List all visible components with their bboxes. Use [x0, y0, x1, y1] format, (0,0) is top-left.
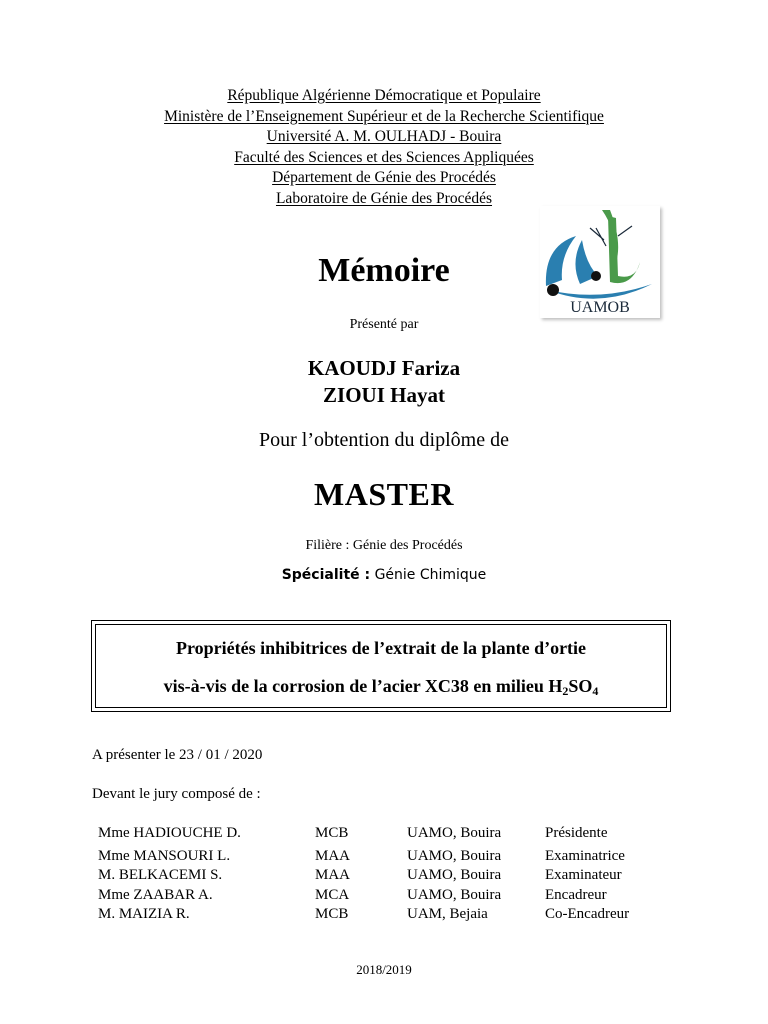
author-name: ZIOUI Hayat	[323, 383, 445, 407]
jury-name: M. BELKACEMI S.	[98, 867, 223, 883]
degree-title: MASTER	[314, 476, 454, 512]
thesis-title-box	[91, 620, 671, 712]
jury-role: Examinatrice	[545, 847, 625, 864]
jury-name: Mme MANSOURI L.	[98, 847, 231, 864]
speciality	[0, 567, 768, 583]
jury-grade: MAA	[315, 867, 351, 883]
academic-year: 2018/2019	[356, 962, 412, 977]
jury-grade: MCB	[315, 906, 349, 922]
formula-text: SO	[568, 676, 593, 696]
jury-row	[98, 867, 698, 887]
thesis-title-line-2	[96, 667, 666, 705]
jury-name: M. MAIZIA R.	[98, 906, 190, 922]
field-of-study: Filière : Génie des Procédés	[305, 538, 463, 553]
jury-grade: MCB	[315, 825, 349, 841]
jury-role: Encadreur	[545, 886, 607, 903]
jury-row	[98, 906, 698, 926]
header-line-laboratory: Laboratoire de Génie des Procédés	[275, 189, 493, 207]
speciality-value: Génie Chimique	[374, 567, 487, 583]
jury-role: Examinateur	[545, 867, 622, 883]
svg-text:UAMOB: UAMOB	[570, 299, 630, 316]
jury-grade: MCA	[315, 886, 350, 903]
header-line-ministry: Ministère de l’Enseignement Supérieur et de la Recherche Scientifique	[164, 107, 604, 125]
institution-header	[0, 86, 768, 209]
jury-institution: UAMO, Bouira	[407, 886, 502, 903]
jury-institution: UAMO, Bouira	[407, 825, 502, 841]
jury-grade: MAA	[315, 847, 351, 864]
jury-row	[98, 887, 698, 907]
document-type-title: Mémoire	[318, 252, 450, 289]
header-line-republic: République Algérienne Démocratique et Populaire	[227, 87, 541, 104]
presented-by-label: Présenté par	[349, 317, 419, 332]
thesis-title-line-1: Propriétés inhibitrices de l’extrait de la plante d’ortie	[175, 638, 587, 658]
formula-subscript: 4	[592, 684, 599, 698]
jury-intro: Devant le jury composé de :	[92, 786, 261, 802]
authors-block	[0, 355, 768, 409]
jury-institution: UAM, Bejaia	[407, 906, 488, 922]
degree-intro: Pour l’obtention du diplôme de	[259, 429, 509, 451]
defense-date: A présenter le 23 / 01 / 2020	[92, 747, 263, 763]
header-line-university: Université A. M. OULHADJ - Bouira	[266, 128, 502, 145]
jury-table	[98, 825, 698, 926]
header-line-department: Département de Génie des Procédés	[272, 169, 496, 186]
jury-name: Mme ZAABAR A.	[98, 886, 213, 903]
jury-institution: UAMO, Bouira	[407, 867, 502, 883]
thesis-title	[95, 624, 667, 708]
jury-row	[98, 825, 698, 845]
jury-role: Co-Encadreur	[545, 906, 630, 922]
jury-role: Présidente	[545, 825, 608, 841]
thesis-title-line-2-text: vis-à-vis de la corrosion de l’acier XC38 en milieu H	[163, 676, 563, 696]
jury-name: Mme HADIOUCHE D.	[98, 825, 241, 841]
author-name: KAOUDJ Fariza	[307, 356, 461, 380]
header-line-faculty: Faculté des Sciences et des Sciences Appliquées	[234, 148, 534, 166]
speciality-label: Spécialité :	[281, 567, 371, 583]
jury-row	[98, 848, 698, 868]
formula-subscript: 2	[562, 684, 569, 698]
jury-institution: UAMO, Bouira	[407, 847, 502, 864]
